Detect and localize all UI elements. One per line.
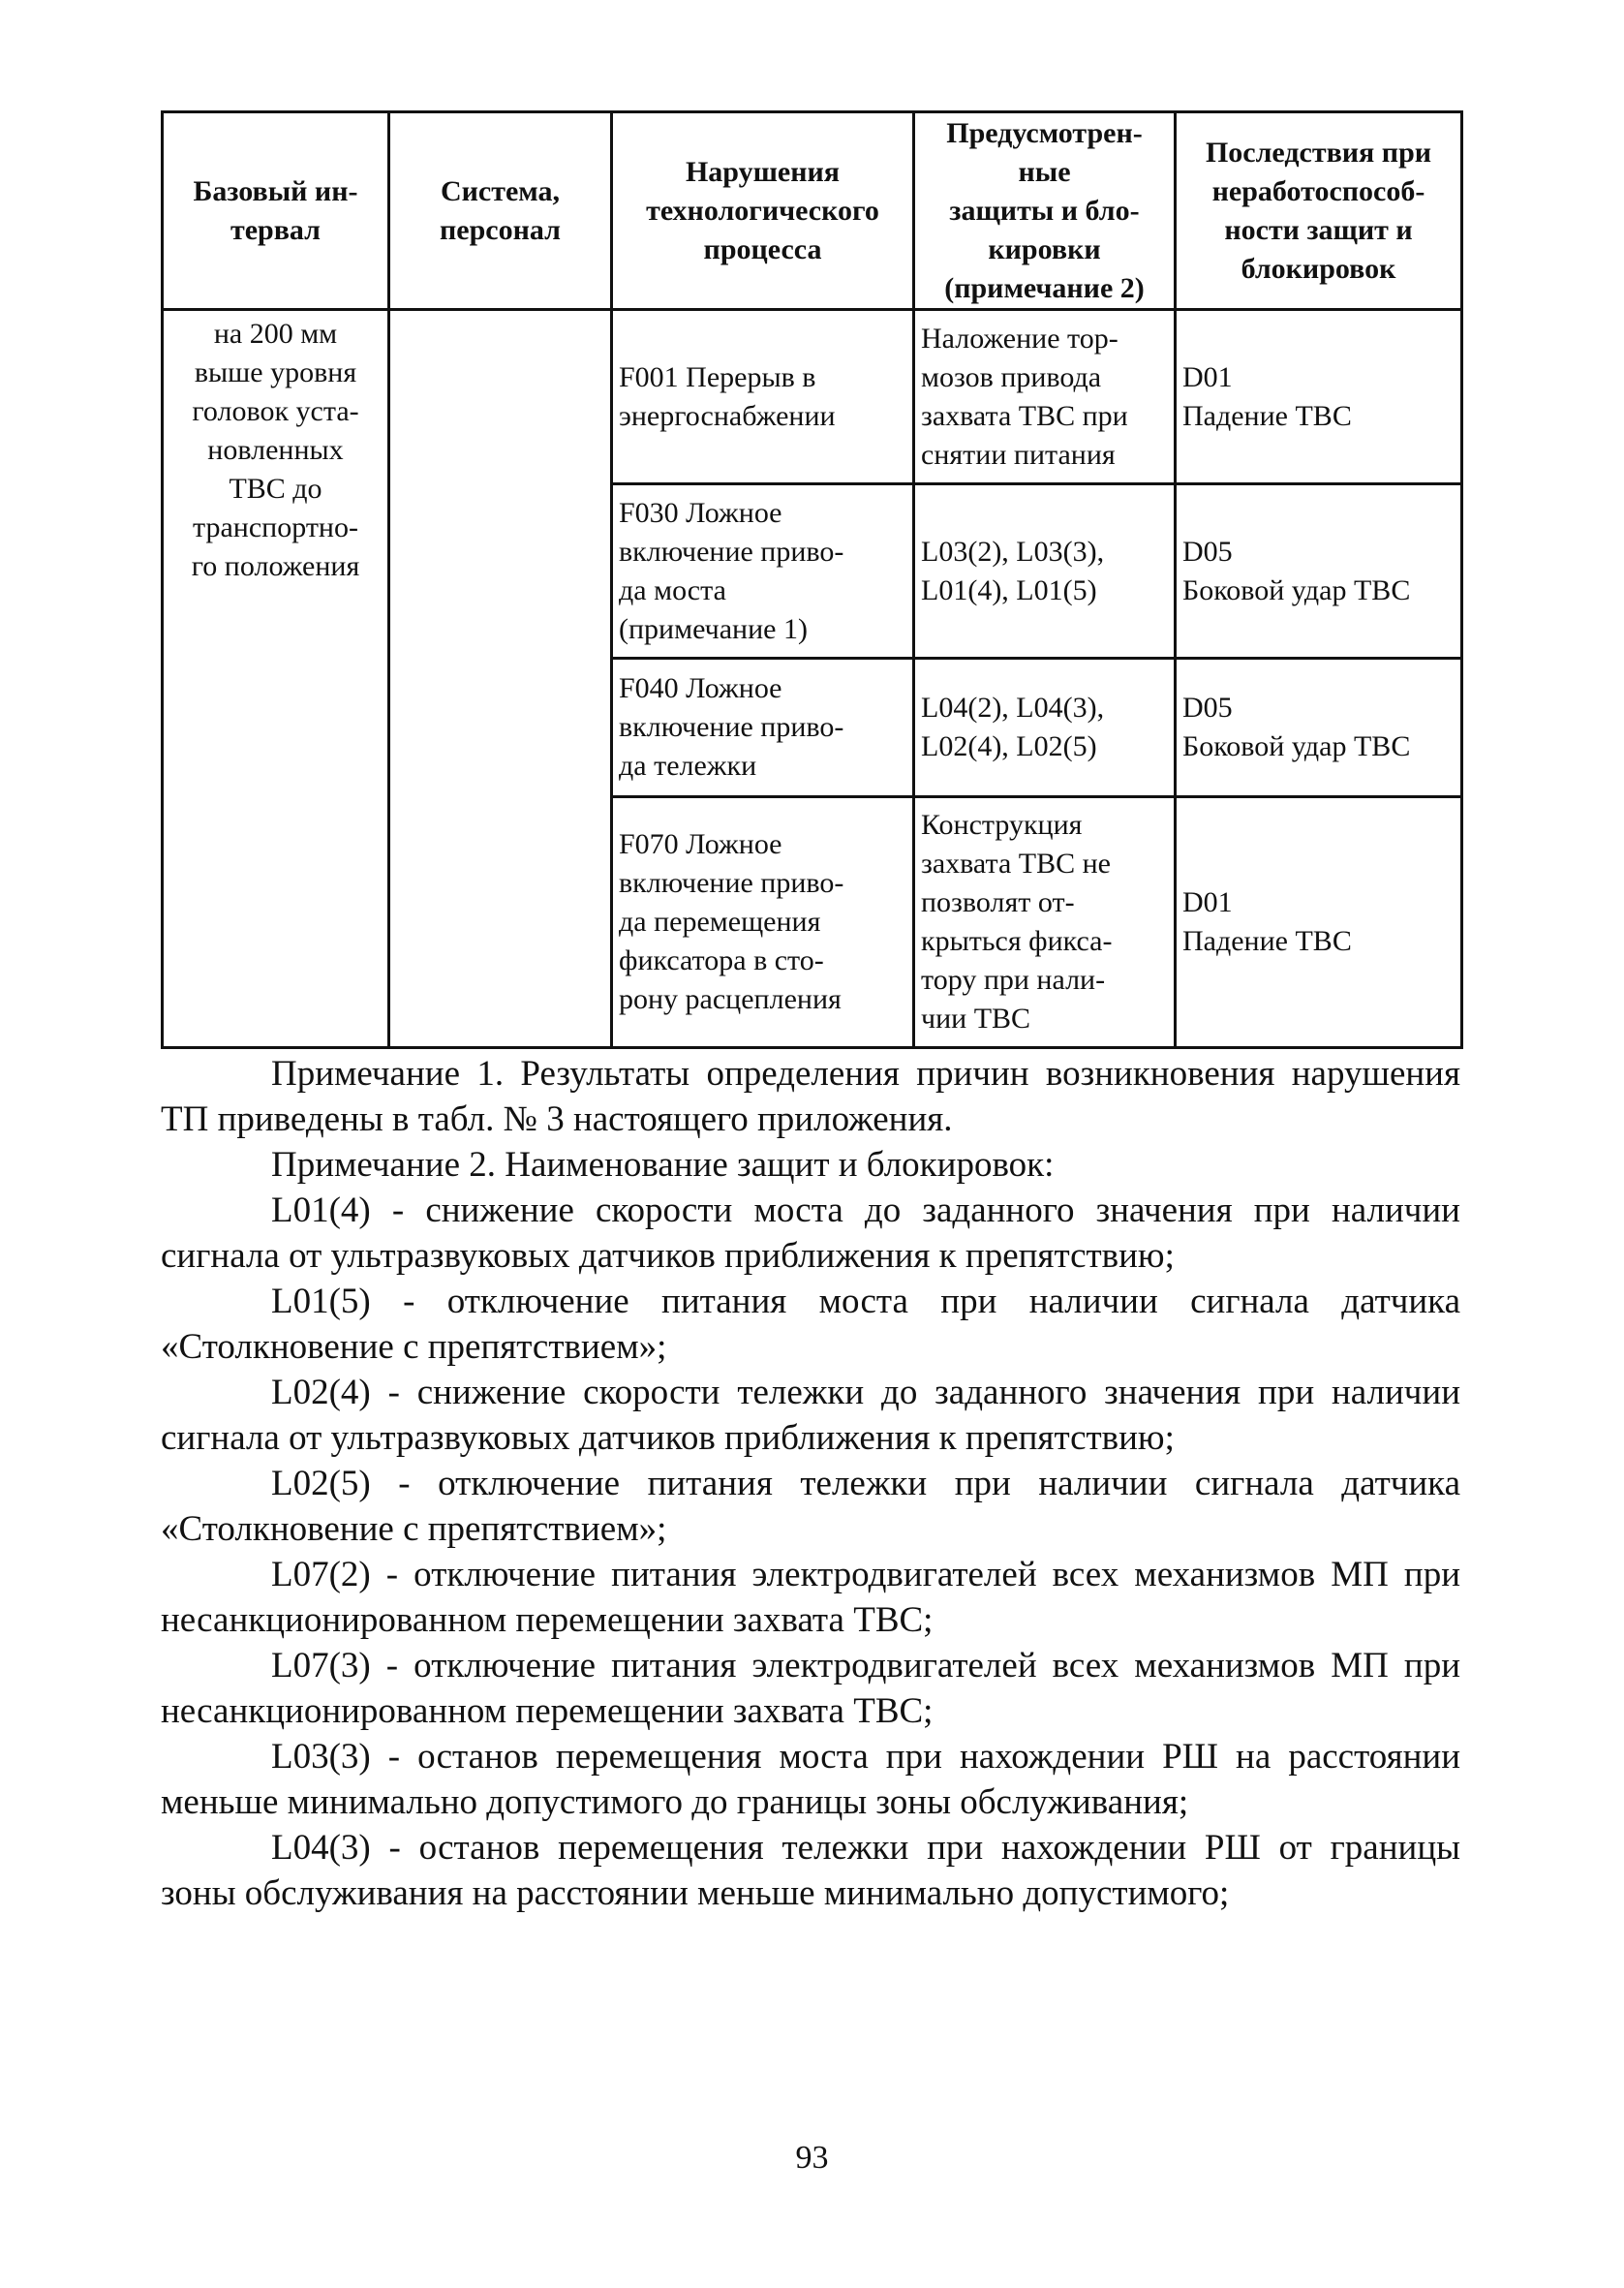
cell-consequence: D01 Падение ТВС (1176, 310, 1462, 484)
cell-violation: F070 Ложное включение приво- да перемещения фиксатора в сто- рону расцепления (612, 797, 914, 1048)
cell-consequence: D05 Боковой удар ТВС (1176, 484, 1462, 659)
header-consequences: Последствия при неработоспособ- ности защит и блокировок (1176, 112, 1462, 310)
header-process-violations: Нарушения технологического процесса (612, 112, 914, 310)
cell-consequence: D01 Падение ТВС (1176, 797, 1462, 1048)
cell-violation: F030 Ложное включение приво- да моста (примечание 1) (612, 484, 914, 659)
cell-system-personnel (389, 310, 612, 1048)
header-system-personnel: Система, персонал (389, 112, 612, 310)
note-item-l02-5: L02(5) - отключение питания тележки при наличии сигнала датчика «Столкновение с препятствием»; (161, 1464, 1460, 1549)
cell-base-interval: на 200 мм выше уровня головок уста- новленных ТВС до транспортно- го положения (163, 310, 389, 1048)
cell-protection: Конструкция захвата ТВС не позволят от- крыться фикса- тору при нали- чии ТВС (914, 797, 1176, 1048)
note-1: Примечание 1. Результаты определения причин возникновения нарушения ТП приведены в табл. № 3 настоящего приложения. (161, 1054, 1460, 1139)
note-2-heading: Примечание 2. Наименование защит и блокировок: (271, 1145, 1055, 1185)
table-header-row (163, 112, 1462, 310)
notes-section (161, 1051, 1460, 1916)
cell-protection: L03(2), L03(3), L01(4), L01(5) (914, 484, 1176, 659)
note-item-l02-4: L02(4) - снижение скорости тележки до заданного значения при наличии сигнала от ультразвуковых датчиков приближения к препятствию; (161, 1373, 1460, 1458)
page-number: 93 (795, 2140, 829, 2176)
cell-protection: Наложение тор- мозов привода захвата ТВС при снятии питания (914, 310, 1176, 484)
header-base-interval: Базовый ин- тервал (163, 112, 389, 310)
note-item-l01-5: L01(5) - отключение питания моста при наличии сигнала датчика «Столкновение с препятствием»; (161, 1282, 1460, 1367)
table-row (163, 310, 1462, 484)
note-item-l03-3: L03(3) - останов перемещения моста при нахождении РШ на расстоянии меньше минимально допустимого до границы зоны обслуживания; (161, 1737, 1460, 1822)
cell-violation: F001 Перерыв в энергоснабжении (612, 310, 914, 484)
header-protections: Предусмотрен- ные защиты и бло- кировки (примечание 2) (914, 112, 1176, 310)
cell-violation: F040 Ложное включение приво- да тележки (612, 659, 914, 797)
protection-table (161, 110, 1463, 1049)
note-item-l04-3: L04(3) - останов перемещения тележки при нахождении РШ от границы зоны обслуживания на расстоянии меньше минимально допустимого; (161, 1828, 1460, 1913)
note-item-l07-3: L07(3) - отключение питания электродвигателей всех механизмов МП при несанкционированном перемещении захвата ТВС; (161, 1646, 1460, 1731)
cell-consequence: D05 Боковой удар ТВС (1176, 659, 1462, 797)
note-item-l07-2: L07(2) - отключение питания электродвигателей всех механизмов МП при несанкционированном перемещении захвата ТВС; (161, 1555, 1460, 1640)
note-item-l01-4: L01(4) - снижение скорости моста до заданного значения при наличии сигнала от ультразвуковых датчиков приближения к препятствию; (161, 1190, 1460, 1276)
cell-protection: L04(2), L04(3), L02(4), L02(5) (914, 659, 1176, 797)
